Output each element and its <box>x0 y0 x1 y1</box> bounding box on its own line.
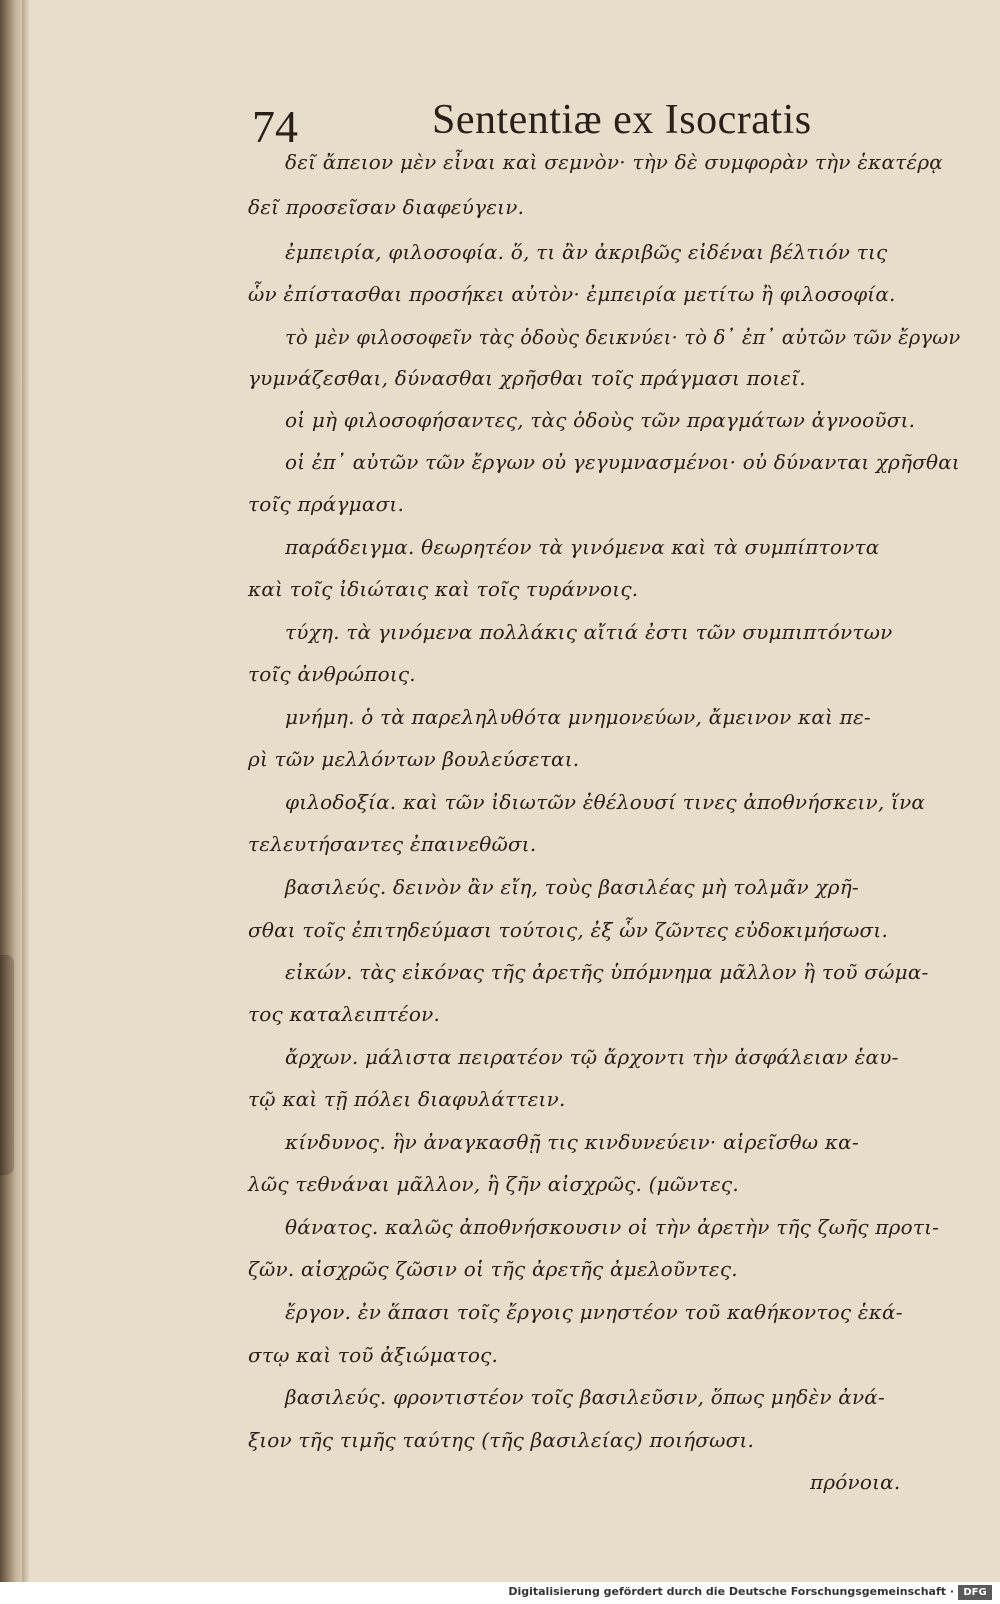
text-line: ἐμπειρία, φιλοσοφία. ὅ, τι ἂν ἀκριβῶς εἰδέναι βέλτιόν τις <box>285 240 888 264</box>
text-line: ρὶ τῶν μελλόντων βουλεύσεται. <box>248 747 580 771</box>
text-line: στῳ καὶ τοῦ ἀξιώματος. <box>248 1343 499 1367</box>
text-line: μνήμη. ὁ τὰ παρεληλυθότα μνημονεύων, ἄμεινον καὶ πε- <box>285 705 871 729</box>
text-line: κίνδυνος. ἣν ἀναγκασθῇ τις κινδυνεύειν· αἱρεῖσθω κα- <box>285 1130 859 1154</box>
page-number: 74 <box>252 101 298 152</box>
text-line: τῷ καὶ τῇ πόλει διαφυλάττειν. <box>248 1087 566 1111</box>
text-line: ζῶν. αἰσχρῶς ζῶσιν οἱ τῆς ἀρετῆς ἀμελοῦντες. <box>248 1257 738 1281</box>
text-line: βασιλεύς. δεινὸν ἂν εἴη, τοὺς βασιλέας μὴ τολμᾶν χρῆ- <box>285 875 859 899</box>
text-line: τος καταλειπτέον. <box>248 1002 441 1026</box>
text-line: παράδειγμα. θεωρητέον τὰ γινόμενα καὶ τὰ συμπίπτοντα <box>285 535 880 559</box>
text-line: τύχη. τὰ γινόμενα πολλάκις αἴτιά ἐστι τῶν συμπιπτόντων <box>285 620 893 644</box>
text-line: τελευτήσαντες ἐπαινεθῶσι. <box>248 832 537 856</box>
text-line: θάνατος. καλῶς ἀποθνήσκουσιν οἱ τὴν ἀρετὴν τῆς ζωῆς προτι- <box>285 1215 940 1239</box>
text-line: ἄρχων. μάλιστα πειρατέον τῷ ἄρχοντι τὴν ἀσφάλειαν ἑαυ- <box>285 1045 899 1069</box>
running-title: Sententiæ ex Isocratis <box>432 97 812 143</box>
text-line: εἰκών. τὰς εἰκόνας τῆς ἀρετῆς ὑπόμνημα μᾶλλον ἢ τοῦ σώμα- <box>285 960 929 984</box>
text-line: τὸ μὲν φιλοσοφεῖν τὰς ὁδοὺς δεικνύει· τὸ δ᾽ ἐπ᾽ αὐτῶν τῶν ἔργων <box>285 325 961 349</box>
text-line: οἱ μὴ φιλοσοφήσαντες, τὰς ὁδοὺς τῶν πραγμάτων ἀγνοοῦσι. <box>285 408 916 432</box>
text-line: φιλοδοξία. καὶ τῶν ἰδιωτῶν ἐθέλουσί τινες ἀποθνήσκειν, ἵνα <box>285 790 926 814</box>
footer-bar <box>0 1582 1000 1604</box>
text-line: τοῖς πράγμασι. <box>248 492 405 516</box>
text-line: βασιλεύς. φροντιστέον τοῖς βασιλεῦσιν, ὅπως μηδὲν ἀνά- <box>285 1385 885 1409</box>
text-line: ξιον τῆς τιμῆς ταύτης (τῆς βασιλείας) ποιήσωσι. <box>248 1428 755 1452</box>
dfg-logo: DFG <box>958 1585 992 1600</box>
text-line: ὧν ἐπίστασθαι προσήκει αὐτὸν· ἐμπειρία μετίτω ἢ φιλοσοφία. <box>248 282 896 306</box>
text-line: δεῖ προσεῖσαν διαφεύγειν. <box>248 195 525 219</box>
text-line: γυμνάζεσθαι, δύνασθαι χρῆσθαι τοῖς πράγμασι ποιεῖ. <box>248 366 806 390</box>
text-line: λῶς τεθνάναι μᾶλλον, ἢ ζῆν αἰσχρῶς. (μῶντες. <box>248 1172 739 1196</box>
text-line: οἱ ἐπ᾽ αὐτῶν τῶν ἔργων οὐ γεγυμνασμένοι· οὐ δύνανται χρῆσθαι <box>285 450 960 474</box>
text-line: πρόνοια. <box>810 1470 901 1494</box>
text-line: ἔργον. ἐν ἅπασι τοῖς ἔργοις μνηστέον τοῦ καθήκοντος ἑκά- <box>285 1300 903 1324</box>
text-line: σθαι τοῖς ἐπιτηδεύμασι τούτοις, ἐξ ὧν ζῶντες εὐδοκιμήσωσι. <box>248 918 888 942</box>
text-line: δεῖ ἄπειον μὲν εἶναι καὶ σεμνὸν· τὴν δὲ συμφορὰν τὴν ἑκατέρᾳ <box>285 150 944 174</box>
text-line: καὶ τοῖς ἰδιώταις καὶ τοῖς τυράννοις. <box>248 577 639 601</box>
text-line: τοῖς ἀνθρώποις. <box>248 662 416 686</box>
funding-credit: Digitalisierung gefördert durch die Deutsche Forschungsgemeinschaft · <box>508 1585 954 1598</box>
